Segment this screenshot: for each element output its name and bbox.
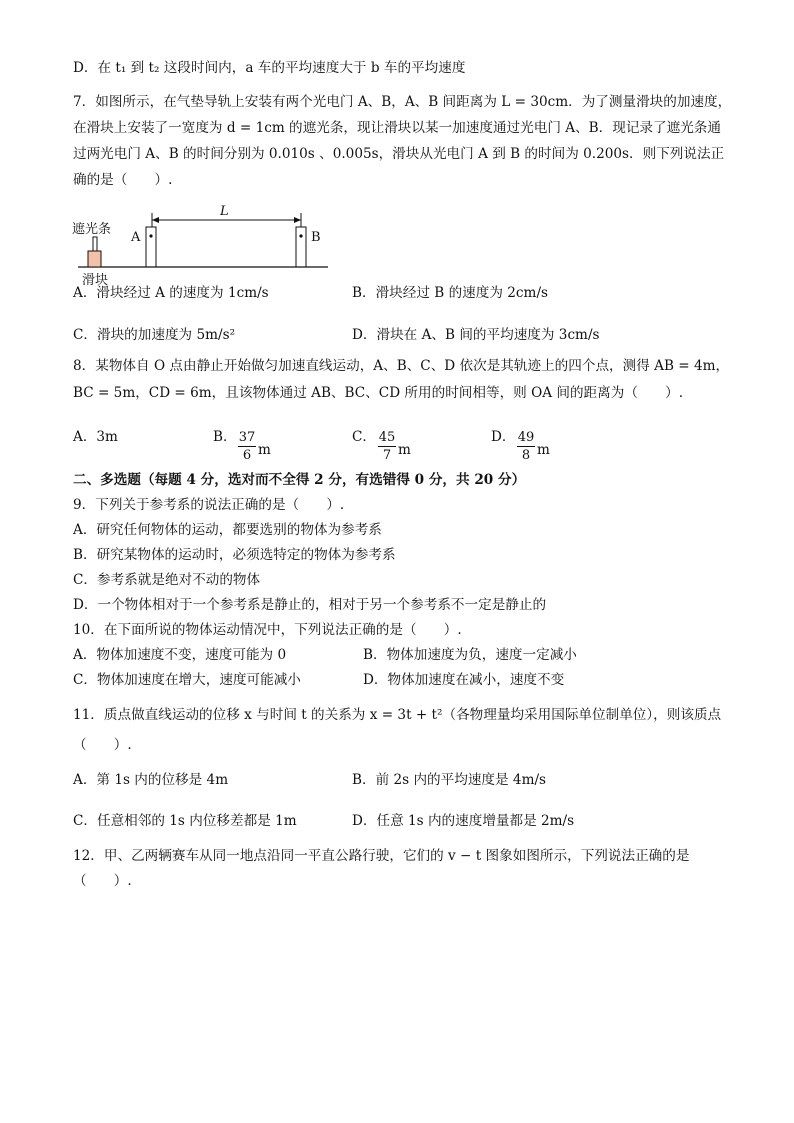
answer-option: A．滑块经过 A 的速度为 1cm/s bbox=[73, 285, 269, 301]
fraction-numerator: 49 bbox=[517, 430, 535, 445]
label-L: L bbox=[220, 204, 229, 219]
text-line: B．研究某物体的运动时，必须选特定的物体为参考系 bbox=[73, 547, 396, 563]
text-line: BC = 5m，CD = 6m，且该物体通过 AB、BC、CD 所用的时间相等，则 OA 间的距离为（ ）. bbox=[73, 385, 684, 401]
label-B: B bbox=[311, 230, 321, 245]
text-line: 8．某物体自 O 点由静止开始做匀加速直线运动，A、B、C、D 依次是其轨迹上的四个点，测得 AB = 4m， bbox=[73, 358, 730, 374]
answer-option: D．任意 1s 内的速度增量都是 2m/s bbox=[352, 813, 575, 829]
text-line: （ ）. bbox=[73, 873, 132, 889]
text-line: 12．甲、乙两辆赛车从同一地点沿同一平直公路行驶，它们的 v − t 图象如图所示，下列说法正确的是 bbox=[73, 848, 690, 864]
air-track-figure bbox=[70, 200, 340, 290]
answer-option: B．滑块经过 B 的速度为 2cm/s bbox=[352, 285, 548, 301]
label-strip: 遮光条 bbox=[72, 222, 112, 237]
text-line: C．参考系就是绝对不动的物体 bbox=[73, 572, 261, 588]
answer-option: B．物体加速度为负，速度一定减小 bbox=[363, 647, 577, 663]
answer-option: B．前 2s 内的平均速度是 4m/s bbox=[352, 772, 547, 788]
label-slider: 滑块 bbox=[82, 273, 109, 288]
text-line: 10．在下面所说的物体运动情况中，下列说法正确的是（ ）. bbox=[73, 622, 462, 638]
answer-option: A．第 1s 内的位移是 4m bbox=[73, 772, 229, 788]
text-line: 9．下列关于参考系的说法正确的是（ ）. bbox=[73, 497, 345, 513]
text-line: 确的是（ ）. bbox=[73, 172, 173, 188]
fraction-bar bbox=[517, 446, 535, 447]
answer-option: D． bbox=[491, 429, 516, 445]
answer-option: C．任意相邻的 1s 内位移差都是 1m bbox=[73, 813, 297, 829]
answer-option: C． bbox=[352, 429, 376, 445]
section-heading: 二、多选题（每题 4 分，选对而不全得 2 分，有选错得 0 分，共 20 分） bbox=[73, 472, 526, 488]
fraction-numerator: 45 bbox=[378, 430, 396, 445]
fraction-unit: m bbox=[398, 442, 411, 458]
fraction-unit: m bbox=[537, 442, 550, 458]
answer-option: D．物体加速度在减小，速度不变 bbox=[363, 672, 565, 688]
fraction-denominator: 7 bbox=[382, 448, 392, 463]
answer-option: C．滑块的加速度为 5m/s² bbox=[73, 327, 236, 343]
photogate-a bbox=[146, 227, 156, 267]
text-line: D．一个物体相对于一个参考系是静止的，相对于另一个参考系不一定是静止的 bbox=[73, 597, 547, 613]
text-line: （ ）. bbox=[73, 737, 132, 753]
answer-option: A．物体加速度不变，速度可能为 0 bbox=[73, 647, 287, 663]
answer-option: A．3m bbox=[73, 429, 118, 445]
text-line: 在滑块上安装了一宽度为 d = 1cm 的遮光条，现让滑块以某一加速度通过光电门 A、B．现记录了遮光条通 bbox=[73, 120, 721, 136]
fraction-numerator: 37 bbox=[238, 430, 256, 445]
fraction-value bbox=[376, 430, 398, 463]
fraction-value bbox=[236, 430, 258, 463]
label-A: A bbox=[131, 230, 141, 245]
text-line: 7．如图所示，在气垫导轨上安装有两个光电门 A、B，A、B 间距离为 L = 30cm．为了测量滑块的加速度， bbox=[73, 94, 732, 110]
text-line: A．研究任何物体的运动，都要选别的物体为参考系 bbox=[73, 522, 382, 538]
fraction-denominator: 6 bbox=[242, 448, 252, 463]
fraction-value bbox=[515, 430, 537, 463]
fraction-bar bbox=[378, 446, 396, 447]
fraction-bar bbox=[238, 446, 256, 447]
text-line: 过两光电门 A、B 的时间分别为 0.010s 、0.005s，滑块从光电门 A 到 B 的时间为 0.200s．则下列说法正 bbox=[73, 146, 725, 162]
answer-option: D．滑块在 A、B 间的平均速度为 3cm/s bbox=[352, 327, 600, 343]
slider-block bbox=[88, 251, 101, 267]
shading-strip bbox=[93, 237, 97, 251]
arrow-left-icon bbox=[152, 217, 159, 223]
text-line: 11．质点做直线运动的位移 x 与时间 t 的关系为 x = 3t + t²（各物理量均采用国际单位制单位），则该质点 bbox=[73, 707, 722, 723]
fraction-denominator: 8 bbox=[521, 448, 531, 463]
answer-option: C．物体加速度在增大，速度可能减小 bbox=[73, 672, 301, 688]
fraction-unit: m bbox=[258, 442, 271, 458]
text-line: D．在 t₁ 到 t₂ 这段时间内，a 车的平均速度大于 b 车的平均速度 bbox=[73, 60, 466, 76]
photogate-b bbox=[296, 227, 306, 267]
answer-option: B． bbox=[213, 429, 237, 445]
arrow-right-icon bbox=[294, 217, 301, 223]
